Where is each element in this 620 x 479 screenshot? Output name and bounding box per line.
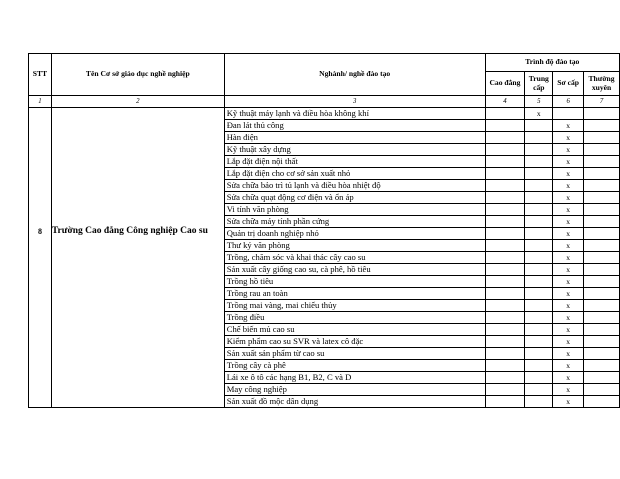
so-cap-cell: x — [553, 324, 584, 336]
thuong-xuyen-cell — [584, 144, 620, 156]
column-number: 6 — [553, 96, 584, 108]
program-name-cell: Trồng mai vàng, mai chiếu thủy — [224, 300, 485, 312]
training-programs-table — [28, 53, 620, 408]
program-name-cell: Sửa chữa quạt động cơ điện và ổn áp — [224, 192, 485, 204]
so-cap-cell: x — [553, 192, 584, 204]
program-name-cell: Vi tính văn phòng — [224, 204, 485, 216]
thuong-xuyen-cell — [584, 156, 620, 168]
so-cap-cell: x — [553, 204, 584, 216]
so-cap-cell: x — [553, 312, 584, 324]
trung-cap-cell — [525, 180, 553, 192]
column-number: 4 — [485, 96, 525, 108]
cao-dang-cell — [485, 168, 525, 180]
thuong-xuyen-cell — [584, 348, 620, 360]
so-cap-cell: x — [553, 240, 584, 252]
cao-dang-cell — [485, 360, 525, 372]
so-cap-cell: x — [553, 276, 584, 288]
so-cap-cell: x — [553, 396, 584, 408]
trung-cap-cell — [525, 396, 553, 408]
program-name-cell: Lắp đặt điện nội thất — [224, 156, 485, 168]
so-cap-cell: x — [553, 216, 584, 228]
thuong-xuyen-cell — [584, 372, 620, 384]
column-number: 1 — [29, 96, 52, 108]
thuong-xuyen-cell — [584, 336, 620, 348]
stt-cell — [29, 108, 52, 408]
program-name-cell: Đan lát thủ công — [224, 120, 485, 132]
so-cap-cell: x — [553, 288, 584, 300]
trung-cap-cell — [525, 156, 553, 168]
cao-dang-cell — [485, 192, 525, 204]
column-number: 3 — [224, 96, 485, 108]
so-cap-cell: x — [553, 156, 584, 168]
header-level-cao-dang: Cao đẳng — [485, 72, 525, 96]
trung-cap-cell — [525, 300, 553, 312]
trung-cap-cell — [525, 228, 553, 240]
trung-cap-cell — [525, 288, 553, 300]
header-stt: STT — [29, 54, 52, 96]
program-name-cell: Trồng cây cà phê — [224, 360, 485, 372]
so-cap-cell: x — [553, 360, 584, 372]
thuong-xuyen-cell — [584, 384, 620, 396]
so-cap-cell: x — [553, 336, 584, 348]
so-cap-cell: x — [553, 228, 584, 240]
thuong-xuyen-cell — [584, 276, 620, 288]
cao-dang-cell — [485, 228, 525, 240]
trung-cap-cell — [525, 120, 553, 132]
table-body — [29, 108, 620, 408]
header-level-so-cap: Sơ cấp — [553, 72, 584, 96]
trung-cap-cell — [525, 192, 553, 204]
trung-cap-cell — [525, 336, 553, 348]
thuong-xuyen-cell — [584, 288, 620, 300]
cao-dang-cell — [485, 252, 525, 264]
trung-cap-cell — [525, 240, 553, 252]
thuong-xuyen-cell — [584, 240, 620, 252]
thuong-xuyen-cell — [584, 192, 620, 204]
trung-cap-cell — [525, 372, 553, 384]
so-cap-cell: x — [553, 180, 584, 192]
cao-dang-cell — [485, 108, 525, 120]
thuong-xuyen-cell — [584, 120, 620, 132]
cao-dang-cell — [485, 324, 525, 336]
trung-cap-cell — [525, 384, 553, 396]
so-cap-cell: x — [553, 144, 584, 156]
trung-cap-cell — [525, 312, 553, 324]
cao-dang-cell — [485, 204, 525, 216]
thuong-xuyen-cell — [584, 168, 620, 180]
column-number: 7 — [584, 96, 620, 108]
trung-cap-cell: x — [525, 108, 553, 120]
trung-cap-cell — [525, 168, 553, 180]
cao-dang-cell — [485, 216, 525, 228]
thuong-xuyen-cell — [584, 264, 620, 276]
institution-cell — [51, 108, 224, 408]
program-name-cell: Kiểm phẩm cao su SVR và latex cô đặc — [224, 336, 485, 348]
program-name-cell: Quản trị doanh nghiệp nhỏ — [224, 228, 485, 240]
program-name-cell: Trồng điều — [224, 312, 485, 324]
trung-cap-cell — [525, 348, 553, 360]
cao-dang-cell — [485, 384, 525, 396]
trung-cap-cell — [525, 132, 553, 144]
program-name-cell: Trồng rau an toàn — [224, 288, 485, 300]
cao-dang-cell — [485, 336, 525, 348]
cao-dang-cell — [485, 276, 525, 288]
trung-cap-cell — [525, 252, 553, 264]
stt-value: 8 — [37, 227, 42, 236]
cao-dang-cell — [485, 156, 525, 168]
cao-dang-cell — [485, 396, 525, 408]
column-number: 5 — [525, 96, 553, 108]
program-name-cell: Sản xuất cây giống cao su, cà phê, hồ tiêu — [224, 264, 485, 276]
program-name-cell: Thư ký văn phòng — [224, 240, 485, 252]
cao-dang-cell — [485, 312, 525, 324]
cao-dang-cell — [485, 372, 525, 384]
trung-cap-cell — [525, 360, 553, 372]
cao-dang-cell — [485, 348, 525, 360]
thuong-xuyen-cell — [584, 360, 620, 372]
so-cap-cell: x — [553, 372, 584, 384]
cao-dang-cell — [485, 240, 525, 252]
cao-dang-cell — [485, 132, 525, 144]
trung-cap-cell — [525, 276, 553, 288]
table-header — [29, 54, 620, 108]
table-row — [29, 108, 620, 120]
program-name-cell: Chế biến mủ cao su — [224, 324, 485, 336]
thuong-xuyen-cell — [584, 180, 620, 192]
program-name-cell: Kỹ thuật máy lạnh và điều hòa không khí — [224, 108, 485, 120]
trung-cap-cell — [525, 216, 553, 228]
thuong-xuyen-cell — [584, 228, 620, 240]
header-institution: Tên Cơ sở giáo dục nghề nghiệp — [51, 54, 224, 96]
program-name-cell: Sửa chữa bảo trì tủ lạnh và điều hòa nhiệt độ — [224, 180, 485, 192]
program-name-cell: Trồng, chăm sóc và khai thác cây cao su — [224, 252, 485, 264]
thuong-xuyen-cell — [584, 216, 620, 228]
cao-dang-cell — [485, 144, 525, 156]
trung-cap-cell — [525, 204, 553, 216]
header-level-thuong-xuyen: Thường xuyên — [584, 72, 620, 96]
program-name-cell: Lắp đặt điện cho cơ sở sản xuất nhỏ — [224, 168, 485, 180]
institution-name: Trường Cao đẳng Công nghiệp Cao su — [51, 225, 208, 236]
cao-dang-cell — [485, 288, 525, 300]
thuong-xuyen-cell — [584, 132, 620, 144]
header-level-group: Trình độ đào tạo — [485, 54, 619, 72]
program-name-cell: Sửa chữa máy tính phần cứng — [224, 216, 485, 228]
thuong-xuyen-cell — [584, 108, 620, 120]
so-cap-cell: x — [553, 132, 584, 144]
program-name-cell: Sản xuất sản phẩm từ cao su — [224, 348, 485, 360]
so-cap-cell: x — [553, 300, 584, 312]
so-cap-cell: x — [553, 120, 584, 132]
cao-dang-cell — [485, 264, 525, 276]
program-name-cell: Sản xuất đồ mộc dân dụng — [224, 396, 485, 408]
thuong-xuyen-cell — [584, 252, 620, 264]
header-program: Nghành/ nghề đào tạo — [224, 54, 485, 96]
thuong-xuyen-cell — [584, 396, 620, 408]
so-cap-cell — [553, 108, 584, 120]
trung-cap-cell — [525, 144, 553, 156]
thuong-xuyen-cell — [584, 300, 620, 312]
trung-cap-cell — [525, 264, 553, 276]
so-cap-cell: x — [553, 348, 584, 360]
header-level-trung-cap: Trung cấp — [525, 72, 553, 96]
thuong-xuyen-cell — [584, 204, 620, 216]
program-name-cell: Hàn điện — [224, 132, 485, 144]
so-cap-cell: x — [553, 252, 584, 264]
thuong-xuyen-cell — [584, 324, 620, 336]
cao-dang-cell — [485, 120, 525, 132]
program-name-cell: Lái xe ô tô các hạng B1, B2, C và D — [224, 372, 485, 384]
so-cap-cell: x — [553, 264, 584, 276]
program-name-cell: Trồng hồ tiêu — [224, 276, 485, 288]
column-number: 2 — [51, 96, 224, 108]
cao-dang-cell — [485, 300, 525, 312]
so-cap-cell: x — [553, 168, 584, 180]
thuong-xuyen-cell — [584, 312, 620, 324]
trung-cap-cell — [525, 324, 553, 336]
cao-dang-cell — [485, 180, 525, 192]
program-name-cell: May công nghiệp — [224, 384, 485, 396]
column-number-row — [29, 96, 620, 108]
so-cap-cell: x — [553, 384, 584, 396]
program-name-cell: Kỹ thuật xây dựng — [224, 144, 485, 156]
